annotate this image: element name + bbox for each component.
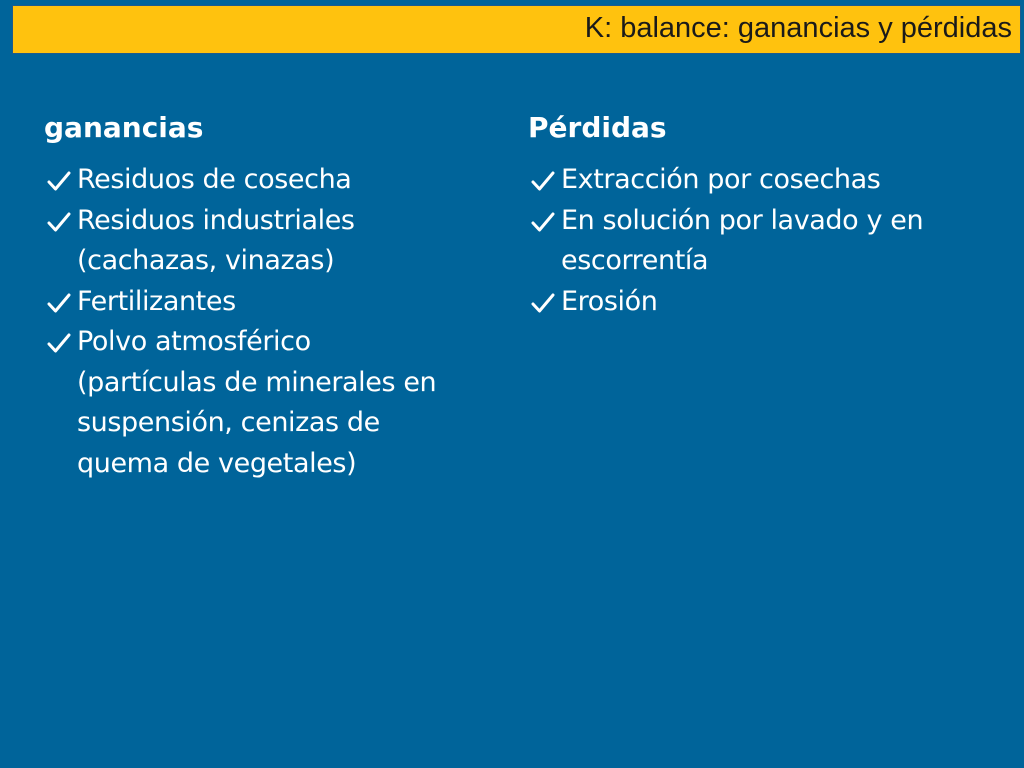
checkmark-icon [46, 160, 74, 200]
checkmark-icon [530, 201, 558, 241]
list-item [44, 282, 504, 323]
gains-heading: ganancias [44, 111, 204, 144]
list-item-text: Extracción por cosechas [561, 164, 881, 195]
checkmark-icon [530, 282, 558, 322]
list-item-text: Residuos industriales [77, 204, 355, 236]
checkmark-icon [46, 282, 74, 322]
list-item [528, 160, 998, 201]
list-item-text: suspensión, cenizas de [77, 407, 380, 438]
list-item-text: Fertilizantes [77, 285, 236, 317]
list-item [44, 201, 504, 282]
list-item [44, 160, 504, 201]
losses-column [528, 108, 998, 322]
list-item-text: Erosión [561, 285, 658, 317]
title-bar [12, 5, 1021, 54]
losses-list [528, 160, 998, 322]
gains-column [44, 108, 504, 484]
list-item-text: quema de vegetales) [77, 447, 357, 479]
list-item-text: Polvo atmosférico [77, 326, 311, 357]
checkmark-icon [46, 201, 74, 241]
list-item-text: En solución por lavado y en [561, 204, 924, 236]
list-item-text: (cachazas, vinazas) [77, 245, 335, 276]
list-item [528, 201, 998, 282]
list-item-text: Residuos de cosecha [77, 164, 352, 195]
losses-heading: Pérdidas [528, 111, 667, 144]
list-item-text: escorrentía [561, 245, 709, 276]
list-item [528, 282, 998, 323]
checkmark-icon [46, 322, 74, 362]
list-item-text: (partículas de minerales en [77, 366, 437, 398]
list-item [44, 322, 504, 484]
checkmark-icon [530, 160, 558, 200]
slide-title: K: balance: ganancias y pérdidas [584, 12, 1012, 44]
gains-list [44, 160, 504, 484]
